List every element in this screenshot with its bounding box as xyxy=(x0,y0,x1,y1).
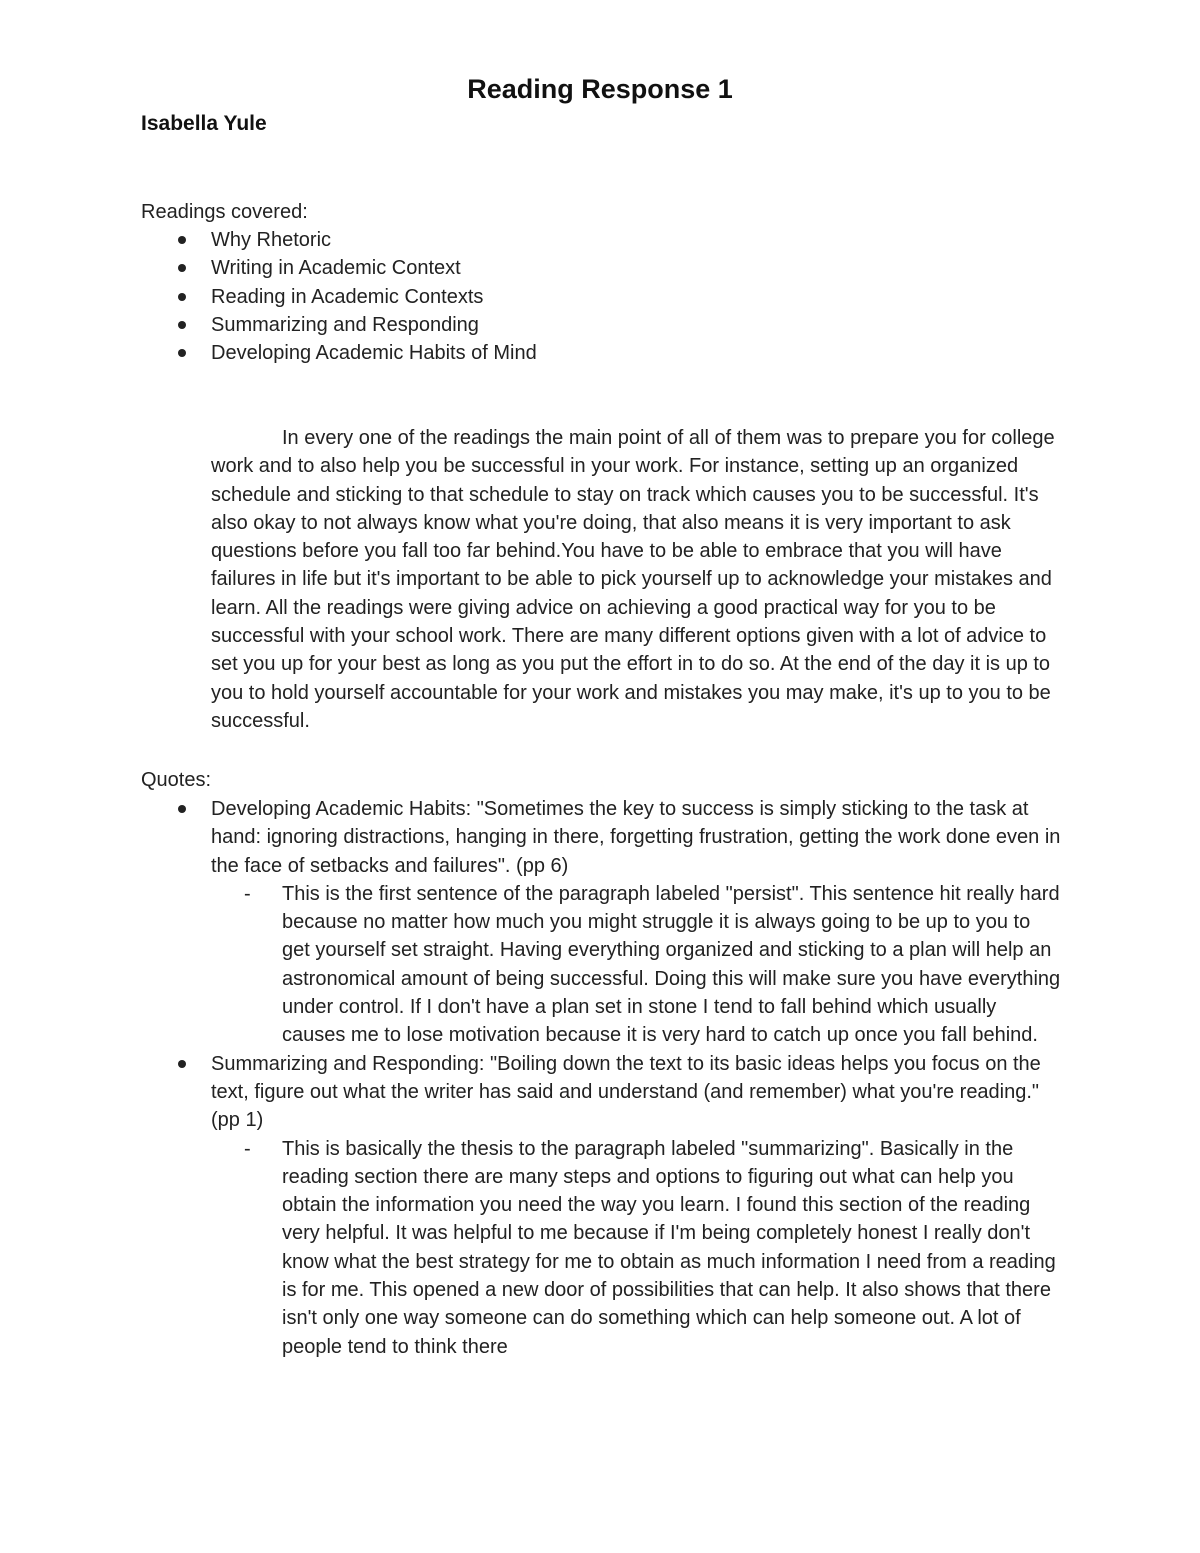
response-list xyxy=(211,1135,1061,1361)
list-item xyxy=(141,283,1061,311)
bullet-icon xyxy=(178,1060,186,1068)
list-item xyxy=(141,339,1061,367)
quote-text: Summarizing and Responding: "Boiling down the text to its basic ideas helps you focus on the text, figure out what the writer has said and understand (and remember) what you're reading." (pp 1) xyxy=(211,1052,1041,1132)
quote-item xyxy=(141,795,1061,1050)
author-name: Isabella Yule xyxy=(141,112,267,135)
response-list xyxy=(211,880,1061,1050)
quotes-label: Quotes: xyxy=(141,769,212,791)
dash-marker: - xyxy=(244,1137,251,1160)
bullet-icon xyxy=(178,349,186,357)
response-item xyxy=(211,880,1061,1050)
response-text: This is the first sentence of the paragraph labeled "persist". This sentence hit really hard because no matter how much you might struggle it is always going to be up to you to get yourself set straight. Having everything organized and sticking to a plan will help an astronomical amount of being successful. Doing this will make sure you have everything under control. If I don't have a plan set in stone I tend to fall behind which usually causes me to lose motivation because it is very hard to catch up once you fall behind. xyxy=(282,882,1061,1047)
reading-title: Writing in Academic Context xyxy=(211,257,461,280)
quote-item xyxy=(141,1050,1061,1361)
bullet-icon xyxy=(178,805,186,813)
reading-title: Reading in Academic Contexts xyxy=(211,285,484,308)
quote-text: Developing Academic Habits: "Sometimes the key to success is simply sticking to the task at hand: ignoring distractions, hanging in there, forgetting frustration, getting the work done even in the face of setbacks and failures". (pp 6) xyxy=(211,798,1061,877)
readings-label: Readings covered: xyxy=(141,201,308,223)
bullet-icon xyxy=(178,236,186,244)
list-item xyxy=(141,226,1061,254)
reading-title: Why Rhetoric xyxy=(211,229,332,251)
reading-title: Developing Academic Habits of Mind xyxy=(211,342,537,365)
bullet-icon xyxy=(178,321,186,329)
list-item xyxy=(141,254,1061,282)
dash-marker: - xyxy=(244,882,251,905)
response-text: This is basically the thesis to the paragraph labeled "summarizing". Basically in the reading section there are many steps and options to figuring out what can help you obtain the information you need the way you learn. I found this section of the reading very helpful. It was helpful to me because if I'm being completely honest I really don't know what the best strategy for me to obtain as much information I need from a reading is for me. This opened a new door of possibilities that can help. It also shows that there isn't only one way someone can do something which can help someone out. A lot of people tend to think there xyxy=(282,1137,1056,1358)
reading-title: Summarizing and Responding xyxy=(211,313,479,336)
response-item xyxy=(211,1135,1061,1361)
quotes-list xyxy=(141,795,1061,1361)
bullet-icon xyxy=(178,264,186,272)
bullet-icon xyxy=(178,293,186,301)
readings-list xyxy=(141,226,1061,367)
essay-paragraph: In every one of the readings the main point of all of them was to prepare you for college work and to also help you be successful in your work. For instance, setting up an organized schedule and sticking to that schedule to stay on track which causes you to be successful. It's also okay to not always know what you're doing, that also means it is very important to ask questions before you fall too far behind.You have to be able to embrace that you will have failures in life but it's important to be able to pick yourself up to acknowledge your mistakes and learn. All the readings were giving advice on achieving a good practical way for you to be successful with your school work. There are many different options given with a lot of advice to set you up for your best as long as you put the effort in to do so. At the end of the day it is up to you to hold yourself accountable for your work and mistakes you may make, it's up to you to be successful. xyxy=(211,427,1055,732)
list-item xyxy=(141,311,1061,339)
document-title: Reading Response 1 xyxy=(467,74,733,104)
